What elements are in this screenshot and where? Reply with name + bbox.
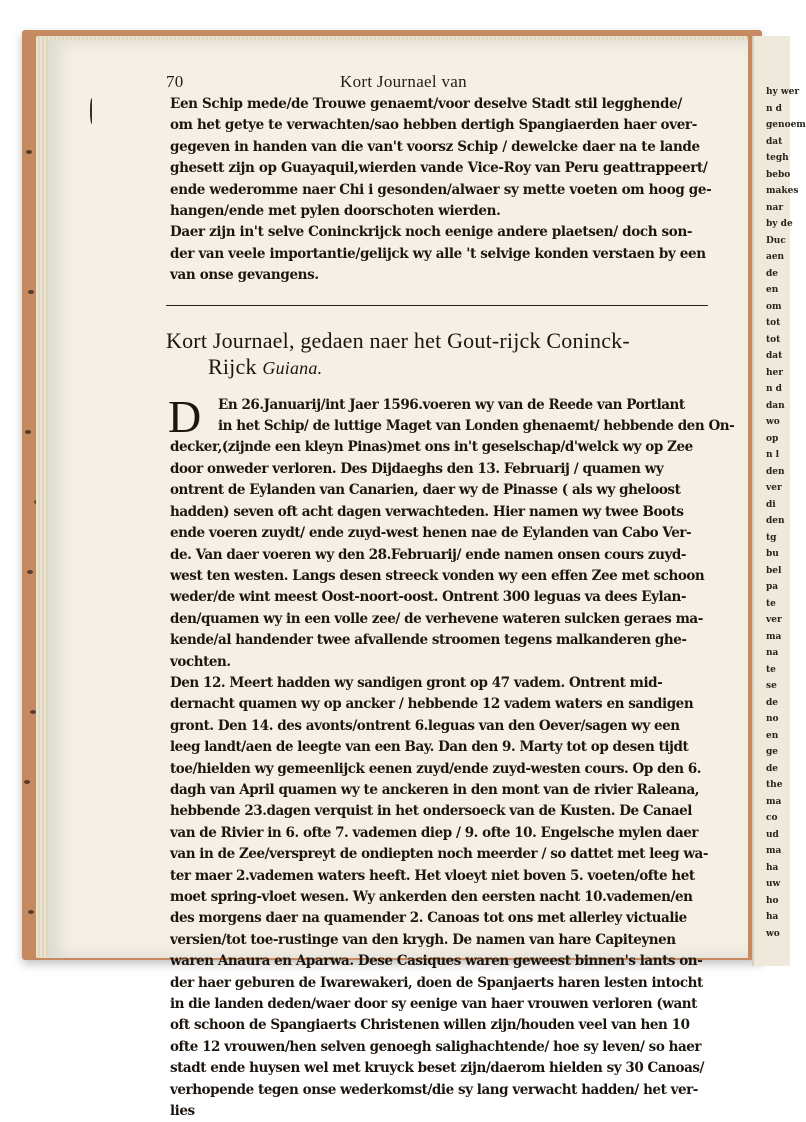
section-title-line-2 [166,354,726,381]
body-line: van in de Zee/verspreyt de ondiepten noch meerder / so dattet met leeg wa- [170,846,709,863]
body-line: dagh van April quamen wy te anckeren in den mont van de rivier Raleana, [170,781,699,798]
intro-line: van onse gevangens. [170,267,319,284]
facing-page-fragment: en [766,730,779,741]
facing-page-fragment: dat [766,136,783,147]
facing-page-fragment: n l [766,450,780,460]
section-divider [166,305,708,306]
intro-line: Daer zijn in't selve Coninckrijck noch eenige andere plaetsen/ doch son- [170,224,693,241]
facing-page-fragment: op [766,433,779,444]
intro-line: hangen/ende met pylen doorschoten wierden. [170,203,501,220]
facing-page-fragment: co [766,813,778,823]
body-line: leeg landt/aen de leegte van een Bay. Dan den 9. Marty tot op desen tijdt [170,739,689,756]
facing-page-fragment: ver [766,483,782,493]
facing-page-fragment: pa [766,582,779,592]
facing-page-fragment: om [766,301,782,312]
facing-page-fragment: se [766,681,777,691]
facing-page-fragment: de [766,763,779,774]
page-content [118,62,735,1122]
facing-page-fragment: bu [766,549,779,559]
body-line: door onweder verloren. Des Dijdaeghs den 13. Februarij / quamen wy [170,460,664,477]
bookmark-mark [90,98,95,124]
facing-page-fragment: tot [766,334,781,345]
body-lines [118,390,735,1122]
facing-page-fragment: ma [766,631,782,642]
intro-line: om het getye te verwachten/sao hebben dertigh Spangiaerden haer over- [170,117,697,134]
facing-page-fragment: ge [766,747,779,757]
body-line: decker,(zijnde een kleyn Pinas)met ons in't geselschap/d'welck wy op Zee [170,439,693,456]
facing-page-fragment: ha [766,912,779,922]
section-title-line-1: Kort Journael, gedaen naer het Gout-rijck Coninck- [166,327,630,353]
facing-page-fragment: by de [766,219,793,229]
body-line: ende voeren zuydt/ ende zuyd-west henen nae de Eylanden van Cabo Ver- [170,525,692,542]
body-line: gront. Den 14. des avonts/ontrent 6.leguas van den Oever/sagen wy een [170,717,680,734]
facing-page-fragment: dat [766,351,783,361]
section-title [166,328,726,381]
facing-page-fragment: no [766,714,779,724]
facing-page-fragment: dan [766,400,785,411]
facing-page-fragment: nar [766,202,784,213]
facing-page-fragment: wo [766,417,780,427]
body-line: ofte 12 vrouwen/hen selven genoegh salighachtende/ hoe sy leven/ so haer [170,1038,702,1055]
body-line: dernacht quamen wy op ancker / hebbende 12 vadem waters en sandigen [170,696,694,713]
intro-line: gegeven in handen van die van't voorsz Schip / dewelcke daer na te lande [170,138,700,155]
facing-page-fragment: ma [766,846,782,856]
facing-page-fragment: hy wer [766,87,800,97]
facing-page-fragment: de [766,268,779,279]
facing-page-fragment: bel [766,565,782,576]
body-line: waren Anaura en Aparwa. Dese Casiques waren geweest binnen's lants on- [170,953,703,970]
body-line: moet spring-vloet wesen. Wy ankerden den eersten nacht 10.vademen/en [170,889,693,905]
facing-page-fragment: her [766,367,784,378]
facing-page-fragment: aen [766,252,785,262]
body-line: verhopende tegen onse wederkomst/die sy lang verwacht hadden/ het ver- [170,1081,698,1098]
body-line: hebbende 23.dagen verquist in het ondersoeck van de Kusten. De Canael [170,803,692,820]
body-line: der haer geburen de Iwarewakeri, doen de Spanjaerts haren lesten intocht [170,974,703,991]
body-line: de. Van daer voeren wy den 28.Februarij/ ende namen onsen cours zuyd- [170,546,687,563]
facing-page-fragment: wo [766,928,780,939]
intro-line: der van veele importantie/gelijck wy alle 't selvige konden verstaen by een [170,245,706,262]
body-line: ter maer 2.vademen waters heeft. Het vloeyt niet boven 5. voeten/ofte het [170,867,695,884]
body-line: lies [170,1103,195,1120]
body-line: in het Schip/ de luttige Maget van Londen ghenaemt/ hebbende den On- [218,418,735,435]
facing-page-fragment: di [766,499,776,510]
body-line: hadden) seven oft acht dagen verwachteden. Hier namen wy twee Boots [170,503,684,520]
body-line: den/quamen wy in een volle zee/ de verhevene wateren sulcken geraes ma- [170,610,703,627]
facing-page-fragment: uw [766,879,781,889]
facing-page-fragment: ver [766,615,782,625]
intro-paragraph [118,94,726,287]
body-line: des morgens daer na quamender 2. Canoas tot ons met allerley victualie [170,910,687,927]
facing-page-fragment: te [766,664,776,675]
facing-page-fragment: tg [766,532,777,543]
page-number: 70 [166,72,184,91]
body-text [118,390,735,1122]
facing-page-fragment: makes [766,186,799,196]
facing-page-fragment: n d [766,384,782,394]
facing-page-fragment: na [766,648,779,658]
body-line: stadt ende huysen wel met kruyck beset zijn/daerom hielden sy 30 Canoas/ [170,1060,705,1077]
facing-page-fragment: ud [766,829,779,840]
facing-page-fragment: bebo [766,169,791,180]
section-title-italic: Guiana. [262,357,323,378]
body-line: weder/de wint meest Oost-noort-oost. Ontrent 300 leguas va dees Eylan- [170,589,687,606]
facing-page-fragment: ma [766,796,782,807]
body-line: En 26.Januarij/int Jaer 1596.voeren wy van de Reede van Portlant [218,396,685,413]
body-line: versien/tot toe-rustinge van den krygh. De namen van hare Capiteynen [170,931,676,948]
body-line: vochten. [170,653,231,670]
intro-line: Een Schip mede/de Trouwe genaemt/voor deselve Stadt stil legghende/ [170,96,682,112]
facing-page-text [754,84,806,942]
page-header [118,62,726,94]
body-line: ontrent de Eylanden van Canarien, daer wy de Pinasse ( als wy gheloost [170,482,681,499]
intro-line: ende wederomme naer Chi i gesonden/alwaer sy mette voeten om hoog ge- [170,181,712,198]
facing-page-fragment: the [766,780,783,790]
facing-page-fragment: den [766,466,785,477]
intro-line: ghesett zijn op Guayaquil,wierden vande Vice-Roy van Peru geattrappeert/ [170,160,708,177]
body-line: Den 12. Meert hadden wy sandigen gront op 47 vadem. Ontrent mid- [170,674,663,691]
body-line: toe/hielden wy gemeenlijck eenen zuyd/ende zuyd-westen cours. Op den 6. [170,760,702,777]
body-line: kende/al handender twee afvallende stroomen tegens malkanderen ghe- [170,632,687,649]
body-line: west ten westen. Langs desen streeck vonden wy een effen Zee met schoon [170,567,705,584]
running-head: Kort Journael van [340,72,467,91]
facing-page [752,36,806,966]
body-line: in die landen deden/waer door sy eenige van haer vrouwen verloren (want [170,996,697,1013]
facing-page-fragment: Duc [766,235,786,246]
section-title-prefix: Rijck [208,353,263,379]
facing-page-fragment: ha [766,862,779,873]
body-line: van de Rivier in 6. ofte 7. vademen diep / 9. ofte 10. Engelsche mylen daer [170,824,699,841]
facing-page-fragment: te [766,598,776,609]
facing-page-fragment: en [766,285,779,295]
facing-page-fragment: ho [766,895,779,906]
facing-page-fragment: tot [766,318,781,328]
facing-page-fragment: n d [766,103,782,114]
facing-page-fragment: de [766,697,779,708]
body-line: oft schoon de Spangiaerts Christenen willen zijn/houden veel van hen 10 [170,1017,690,1034]
facing-page-fragment: den [766,516,785,526]
drop-cap: D [168,390,202,442]
facing-page-fragment: tegh [766,153,789,163]
facing-page-fragment: genoem [766,120,806,130]
